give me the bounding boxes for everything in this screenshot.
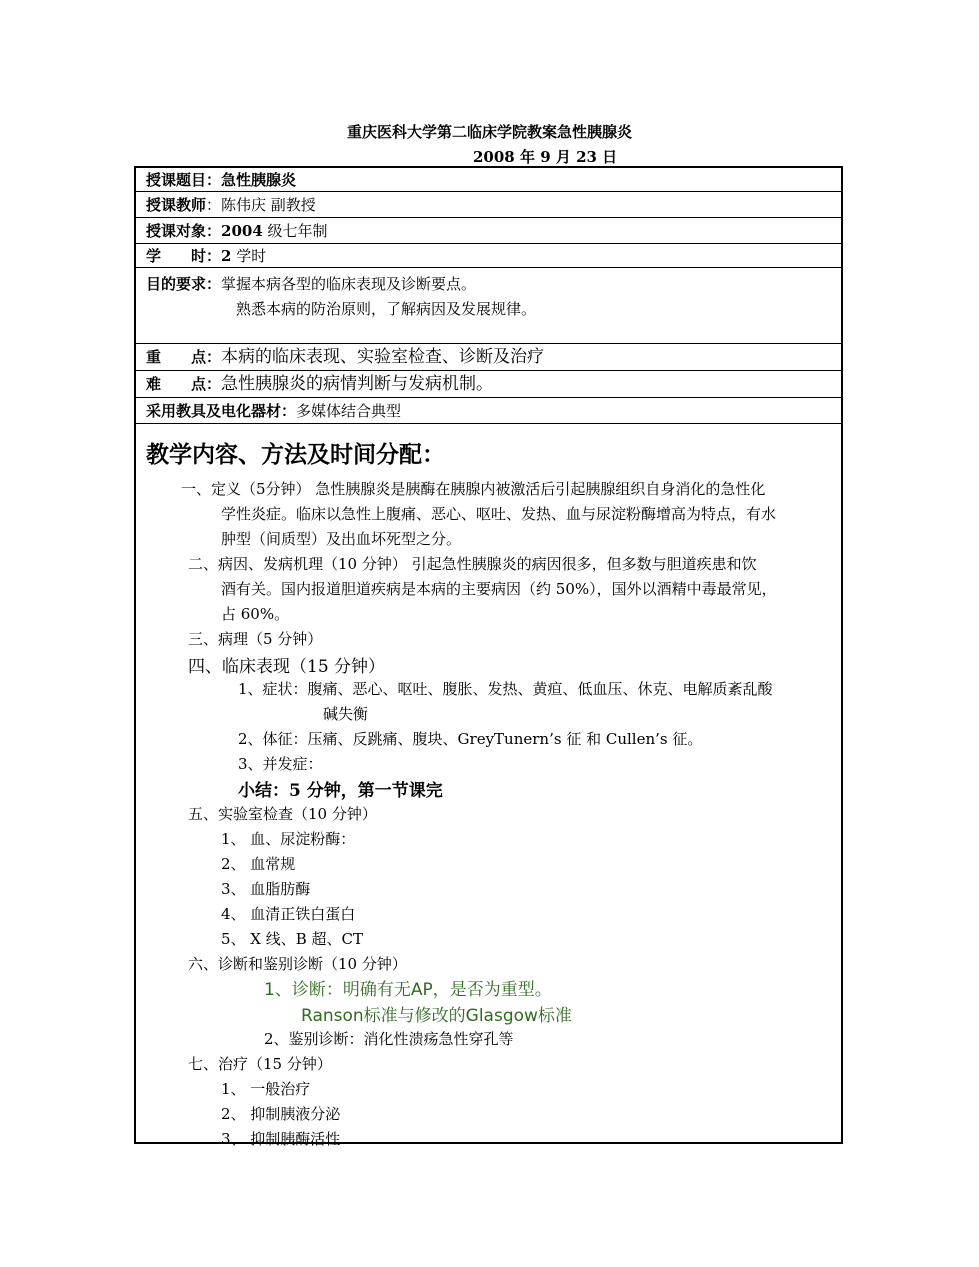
section-7-3: 3、 抑制胰酶活性 [221,1130,341,1148]
goal-label: 目的要求： [146,275,222,293]
section-7-2: 2、 抑制胰液分泌 [221,1105,341,1123]
row-audience [136,218,841,244]
tools-value: 多媒体结合典型 [296,402,402,420]
section-4-1-line-2: 碱失衡 [323,705,369,723]
teacher-label: 授课教师 [146,196,207,214]
section-2-line-1: 二、病因、发病机理（10 分钟） 引起急性胰腺炎的病因很多，但多数与胆道疾患和饮 [188,555,757,573]
topic-label: 授课题目： [146,171,222,189]
section-5-1: 1、 血、尿淀粉酶： [221,830,356,848]
section-1-line-3: 肿型（间质型）及出血坏死型之分。 [221,530,462,548]
section-7: 七、治疗（15 分钟） [188,1055,332,1073]
section-4-1-line-1: 1、症状：腹痛、恶心、呕吐、腹胀、发热、黄疸、低血压、休克、电解质紊乱酸 [238,680,773,698]
hours-number: 2 [221,247,232,265]
section-4-3: 3、并发症： [238,755,323,773]
teaching-content [136,424,841,1148]
audience-label: 授课对象： [146,222,222,240]
key-value: 本病的临床表现、实验室检查、诊断及治疗 [221,347,545,367]
document-date: 2008 年 9 月 23 日 [473,148,618,166]
section-6-1: 1、诊断：明确有无AP，是否为重型。 [264,980,552,1000]
row-goals [136,268,841,344]
content-heading: 教学内容、方法及时间分配： [146,441,445,468]
section-5-3: 3、 血脂肪酶 [221,880,311,898]
hours-label: 学 时： [146,247,222,265]
summary-note: 小结：5 分钟，第一节课完 [238,781,443,801]
row-key-points [136,344,841,371]
topic-value: 急性胰腺炎 [221,171,297,189]
section-5-2: 2、 血常规 [221,855,296,873]
section-1-line-2: 学性炎症。临床以急性上腹痛、恶心、呕吐、发热、血与尿淀粉酶增高为特点，有水 [221,505,777,523]
lesson-plan-table [134,166,843,1148]
hours-value: 学时 [231,247,267,265]
audience-year: 2004 [221,222,263,240]
teacher-value: ：陈伟庆 副教授 [206,196,316,214]
row-teacher [136,192,841,218]
section-5-5: 5、 X 线、B 超、CT [221,930,364,948]
row-difficulty [136,371,841,398]
section-7-1: 1、 一般治疗 [221,1080,311,1098]
section-1-line-1: 一、定义（5分钟） 急性胰腺炎是胰酶在胰腺内被激活后引起胰腺组织自身消化的急性化 [181,480,766,498]
section-5-4: 4、 血清正铁白蛋白 [221,905,356,923]
key-label: 重 点： [146,348,222,366]
difficulty-label: 难 点： [146,375,222,393]
tools-label: 采用教具及电化器材： [146,402,297,420]
row-hours [136,244,841,268]
document-title: 重庆医科大学第二临床学院教案急性胰腺炎 [346,123,632,141]
row-tools [136,398,841,424]
goal-line-1: 掌握本病各型的临床表现及诊断要点。 [221,275,477,293]
section-4-2: 2、体征：压痛、反跳痛、腹块、GreyTunern’s 征 和 Cullen’s 征。 [238,730,703,748]
section-6-2: 2、鉴别诊断：消化性溃疡急性穿孔等 [264,1030,514,1048]
row-topic [136,168,841,192]
section-6-1-criteria: Ranson标准与修改的Glasgow标准 [301,1006,572,1026]
section-6: 六、诊断和鉴别诊断（10 分钟） [188,955,407,973]
section-2-line-2: 酒有关。国内报道胆道疾病是本病的主要病因（约 50%），国外以酒精中毒最常见， [221,580,777,598]
section-4: 四、临床表现（15 分钟） [188,657,386,677]
section-5: 五、实验室检查（10 分钟） [188,805,377,823]
difficulty-value: 急性胰腺炎的病情判断与发病机制。 [221,374,494,394]
section-3: 三、病理（5 分钟） [188,630,323,648]
goal-line-2: 熟悉本病的防治原则，了解病因及发展规律。 [236,300,537,318]
section-2-line-3: 占 60%。 [221,605,290,623]
audience-value: 级七年制 [262,222,328,240]
